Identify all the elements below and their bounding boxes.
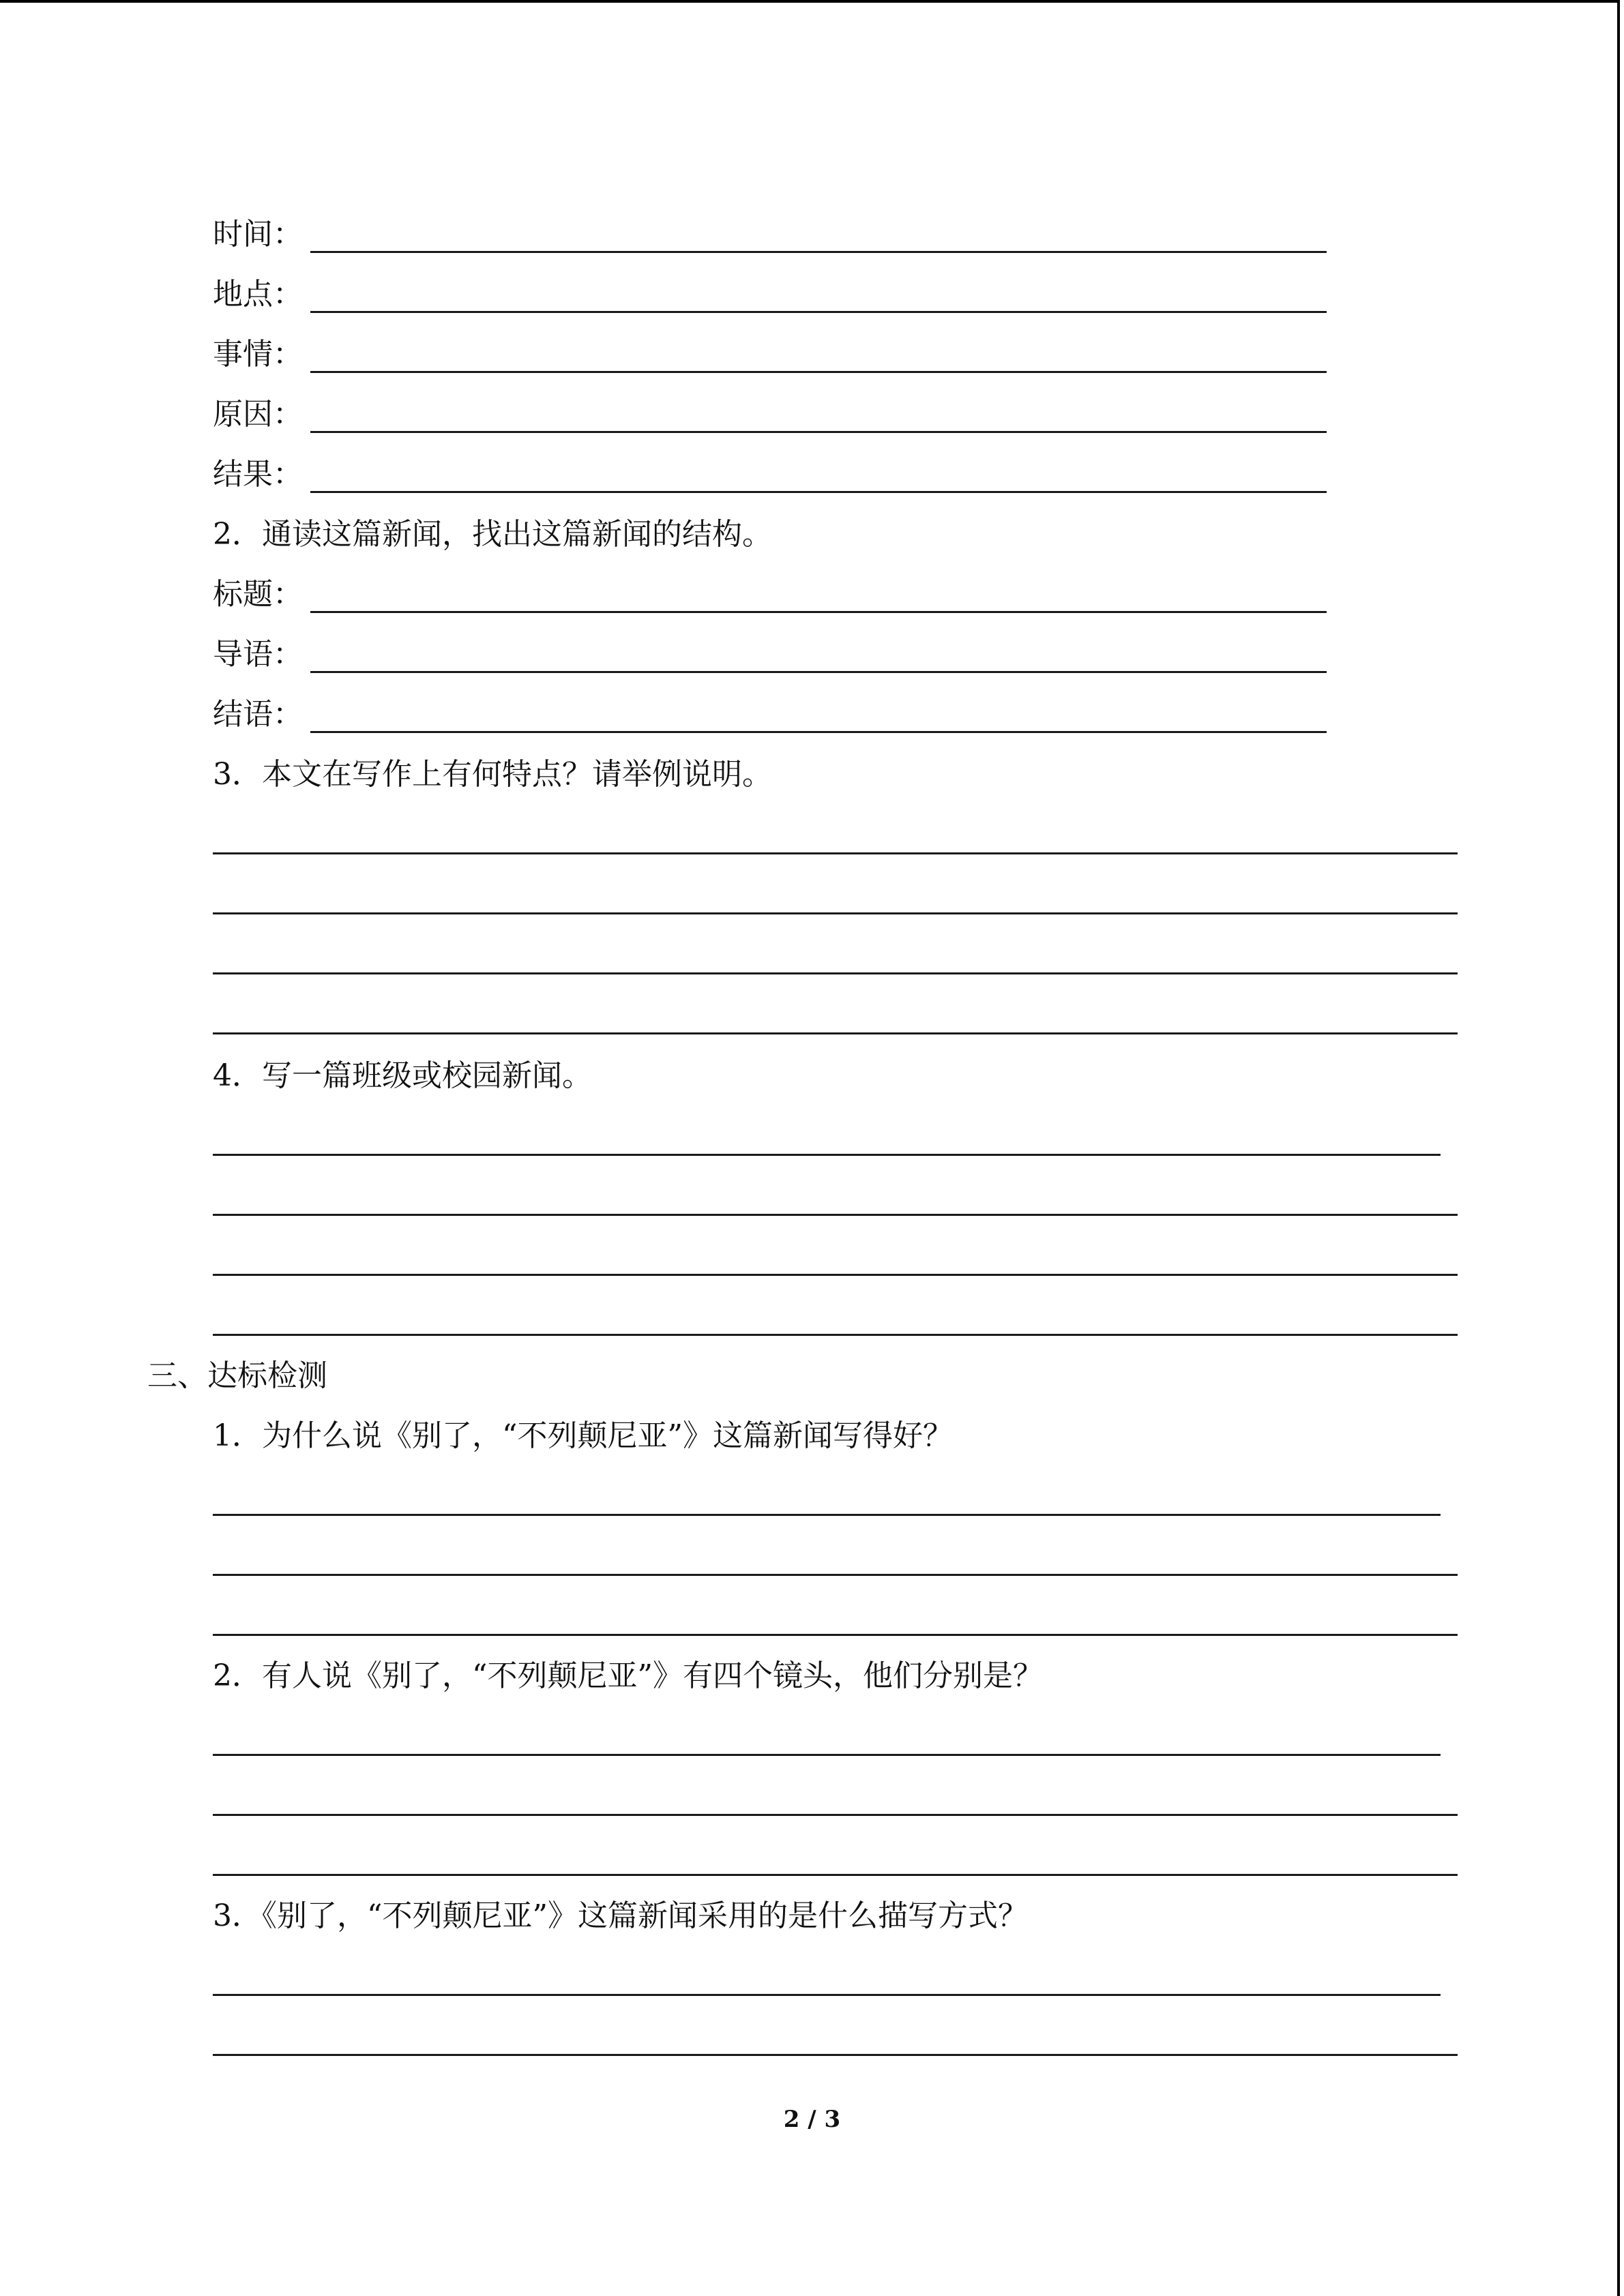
field-label-lead: 导语： <box>213 637 303 672</box>
answer-line[interactable] <box>213 1814 1458 1816</box>
field-label-result: 结果： <box>213 457 303 492</box>
field-label-time: 时间： <box>213 217 303 252</box>
answer-line-ending[interactable] <box>310 731 1327 733</box>
question-3: 3．本文在写作上有何特点？请举例说明。 <box>213 757 772 792</box>
answer-line[interactable] <box>213 1154 1441 1156</box>
answer-line-lead[interactable] <box>310 671 1327 673</box>
answer-line[interactable] <box>213 1214 1458 1216</box>
section-3-heading: 三、达标检测 <box>147 1358 327 1393</box>
answer-line[interactable] <box>213 912 1458 914</box>
question-4: 4．写一篇班级或校园新闻。 <box>213 1058 592 1093</box>
field-label-event: 事情： <box>213 337 303 372</box>
answer-line[interactable] <box>213 1754 1441 1756</box>
answer-line-result[interactable] <box>310 491 1327 493</box>
answer-line[interactable] <box>213 1994 1441 1996</box>
section-3-question-3: 3．《别了，“不列颠尼亚”》这篇新闻采用的是什么描写方式？ <box>213 1898 1028 1933</box>
answer-line[interactable] <box>213 2054 1458 2056</box>
answer-line-time[interactable] <box>310 251 1327 253</box>
answer-line[interactable] <box>213 1874 1458 1876</box>
page-number: 2 / 3 <box>783 2106 841 2133</box>
section-3-question-1: 1．为什么说《别了，“不列颠尼亚”》这篇新闻写得好？ <box>213 1418 953 1453</box>
field-label-place: 地点： <box>213 277 303 312</box>
answer-line-place[interactable] <box>310 311 1327 313</box>
field-label-ending: 结语： <box>213 697 303 732</box>
answer-line[interactable] <box>213 1032 1458 1034</box>
section-3-question-2: 2．有人说《别了，“不列颠尼亚”》有四个镜头，他们分别是？ <box>213 1658 1043 1693</box>
field-label-cause: 原因： <box>213 397 303 432</box>
answer-line-event[interactable] <box>310 371 1327 373</box>
answer-line[interactable] <box>213 852 1458 854</box>
answer-line-title[interactable] <box>310 611 1327 613</box>
answer-line[interactable] <box>213 1634 1458 1636</box>
answer-line[interactable] <box>213 1574 1458 1576</box>
question-2: 2．通读这篇新闻，找出这篇新闻的结构。 <box>213 517 772 552</box>
answer-line-cause[interactable] <box>310 431 1327 433</box>
answer-line[interactable] <box>213 972 1458 974</box>
answer-line[interactable] <box>213 1274 1458 1276</box>
field-label-title: 标题： <box>213 577 303 612</box>
answer-line[interactable] <box>213 1514 1441 1516</box>
answer-line[interactable] <box>213 1334 1458 1336</box>
